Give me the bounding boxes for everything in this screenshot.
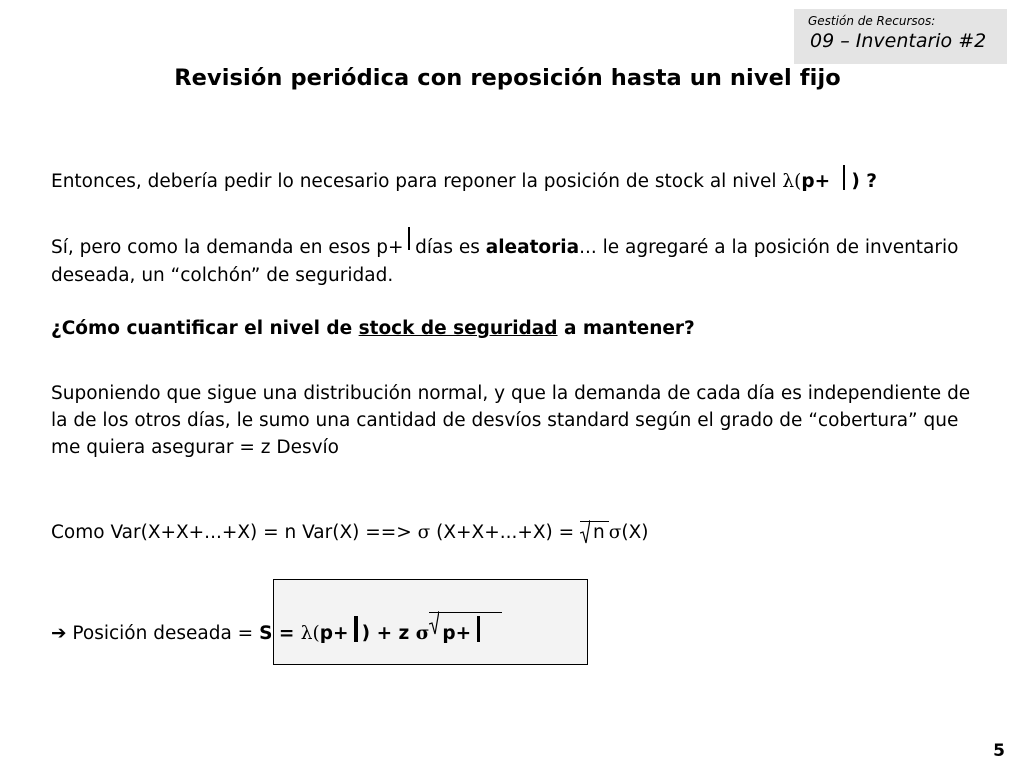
paragraph-question-level: [51, 162, 971, 196]
topic-name: 09 – Inventario #2: [810, 30, 987, 52]
root-n: n: [593, 522, 605, 543]
formula-s-eq: S =: [259, 623, 301, 644]
safety-stock-term: stock de seguridad: [358, 318, 558, 339]
lead-time-bar: [477, 616, 480, 642]
variance-pre: Como Var(X+X+...+X) = n Var(X) ==>: [51, 522, 418, 543]
lead-time-bar: [843, 165, 846, 190]
answer-pre: Sí, pero como la demanda en esos p+: [51, 237, 404, 258]
course-name: Gestión de Recursos:: [808, 14, 936, 28]
formula-p-plus: p+: [319, 623, 349, 644]
lead-time-bar: [354, 616, 357, 642]
root-sign-icon: [429, 611, 439, 635]
square-root: [429, 612, 502, 645]
variance-mid: (X+X+...+X) =: [430, 522, 581, 543]
paragraph-how-to-quantify: [51, 315, 971, 343]
desired-position-formula: [51, 612, 502, 649]
variance-post: (X): [621, 522, 649, 543]
sigma-symbol: σ: [415, 623, 430, 644]
quantify-pre: ¿Cómo cuantificar el nivel de: [51, 318, 359, 339]
question-text: Entonces, debería pedir lo necesario para reponer la posición de stock al nivel: [51, 171, 783, 192]
lead-time-bar: [408, 227, 411, 250]
sigma-symbol: σ: [417, 522, 431, 543]
paragraph-variance: [51, 519, 971, 547]
lambda-symbol: λ: [782, 171, 795, 192]
formula-close-plus: ) + z: [361, 623, 416, 644]
answer-mid: días es: [415, 237, 486, 258]
answer-bold: aleatoria: [485, 237, 580, 258]
answer-post: ... le agregaré a la posición de inventario deseada, un “colchón” de seguridad.: [51, 237, 959, 286]
lambda-symbol: λ: [300, 623, 313, 644]
slide-header-box: [794, 9, 1007, 64]
open-paren: (: [312, 623, 320, 644]
p-plus-text: p+: [801, 171, 837, 192]
quantify-post: a mantener?: [557, 318, 695, 339]
formula-lead: Posición deseada =: [66, 623, 260, 644]
square-root: [580, 521, 609, 544]
paragraph-normal-distribution: Suponiendo que sigue una distribución normal, y que la demanda de cada día es independiente de la de los otros días, le sumo una cantidad de desvíos standard según el grado de “cobertura” que me quiera asegurar = z Desvío: [51, 383, 971, 458]
formula-root-p-plus: p+: [442, 623, 472, 644]
slide-title: Revisión periódica con reposición hasta un nivel fijo: [174, 65, 841, 91]
paragraph-safety-cushion: [51, 230, 971, 290]
sigma-symbol: σ: [608, 522, 622, 543]
arrow-icon: ➔: [51, 623, 67, 644]
open-paren: (: [794, 171, 802, 192]
root-sign-icon: [580, 520, 590, 544]
close-question: ) ?: [851, 171, 877, 192]
page-number: 5: [993, 741, 1005, 761]
